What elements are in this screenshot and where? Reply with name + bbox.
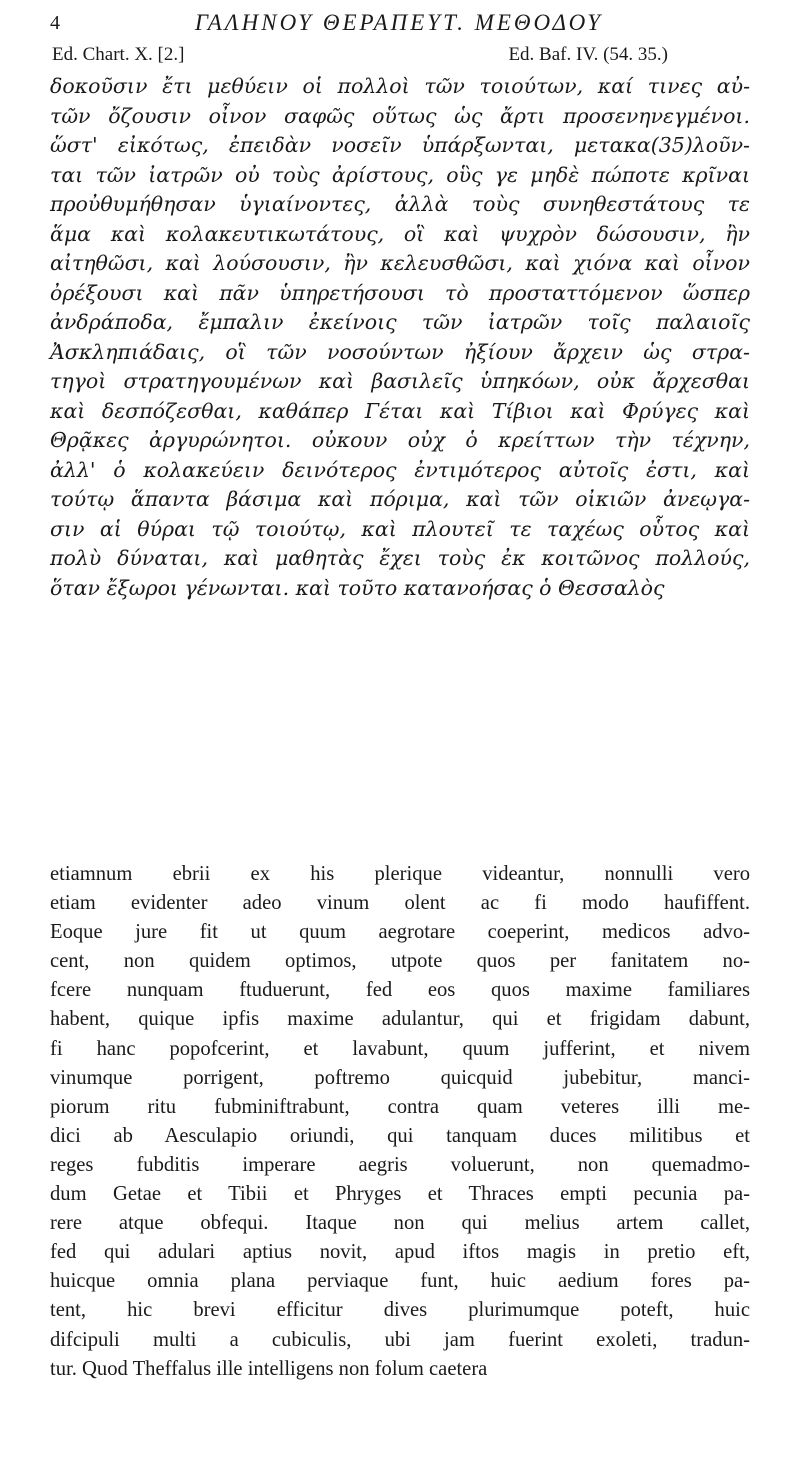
latin-text-block: [50, 860, 750, 1384]
latin-text-line: Eoque jure fit ut quum aegrotare coeperint, medicos advo-: [50, 921, 750, 944]
greek-text-line: αἰτηθῶσι, καὶ λούσουσιν, ἢν κελευσθῶσι, καὶ χιόνα καὶ οἶνον: [50, 251, 750, 275]
latin-text-line: dum Getae et Tibii et Phryges et Thraces empti pecunia pa-: [50, 1183, 750, 1206]
greek-text-line: ἀλλ' ὁ κολακεύειν δεινότερος ἐντιμότερος αὐτοῖς ἐστι, καὶ: [50, 457, 750, 482]
latin-text-line: fed qui adulari aptius novit, apud iftos magis in pretio eft,: [50, 1241, 750, 1264]
latin-text-line: piorum ritu fubminiftrabunt, contra quam veteres illi me-: [50, 1095, 750, 1118]
latin-text-line: etiam evidenter adeo vinum olent ac fi modo haufiffent.: [50, 892, 750, 915]
greek-text-line: ὅταν ἔξωροι γένωνται. καὶ τοῦτο κατανοήσας ὁ Θεσσαλὸς: [50, 575, 665, 600]
greek-text-line: τῶν ὄζουσιν οἶνον σαφῶς οὕτως ὡς ἄρτι προσενηνεγμένοι.: [50, 103, 750, 128]
page-header: [50, 6, 748, 40]
greek-text-line: πολὺ δύναται, καὶ μαθητὰς ἔχει τοὺς ἐκ κοιτῶνος πολλούς,: [50, 546, 750, 570]
greek-text-line: ὥστ' εἰκότως, ἐπειδὰν νοσεῖν ὑπάρξωνται, μετακα(35)λοῦν-: [50, 133, 750, 157]
greek-text-line: ἅμα καὶ κολακευτικωτάτους, οἳ καὶ ψυχρὸν δώσουσιν, ἢν: [50, 221, 750, 246]
edition-reference-chartier: Ed. Chart. X. [2.]: [52, 44, 185, 65]
latin-text-line: habent, quique ipfis maxime adulantur, qui et frigidam dabunt,: [50, 1008, 750, 1031]
latin-text-line: etiamnum ebrii ex his plerique videantur, nonnulli vero: [50, 863, 750, 885]
greek-text-line: τηγοὶ στρατηγουμένων καὶ βασιλεῖς ὑπηκόων, οὐκ ἄρχεσθαι: [50, 369, 750, 393]
latin-text-line: rere atque obfequi. Itaque non qui melius artem callet,: [50, 1212, 750, 1235]
latin-text-line: reges fubditis imperare aegris voluerunt, non quemadmo-: [50, 1153, 750, 1176]
greek-text-line: σιν αἱ θύραι τῷ τοιούτῳ, καὶ πλουτεῖ τε ταχέως οὗτος καὶ: [50, 516, 750, 541]
latin-text-line: fcere nunquam ftuduerunt, fed eos quos maxime familiares: [50, 979, 750, 1002]
greek-text-line: καὶ δεσπόζεσθαι, καθάπερ Γέται καὶ Τίβιοι καὶ Φρύγες καὶ: [50, 398, 750, 423]
latin-text-line: tur. Quod Theffalus ille intelligens non folum caetera: [50, 1357, 488, 1380]
latin-text-line: difcipuli multi a cubiculis, ubi jam fuerint exoleti, tradun-: [50, 1328, 750, 1351]
page-number: 4: [50, 11, 60, 34]
latin-text-line: fi hanc popofcerint, et lavabunt, quum jufferint, et nivem: [50, 1037, 750, 1060]
edition-reference-basel: Ed. Baf. IV. (54. 35.): [508, 44, 668, 65]
latin-text-line: tent, hic brevi efficitur dives plurimumque poteft, huic: [50, 1299, 750, 1322]
greek-text-line: προὐθυμήθησαν ὑγιαίνοντες, ἀλλὰ τοὺς συνηθεστάτους τε: [50, 192, 750, 216]
latin-text-line: huicque omnia plana perviaque funt, huic aedium fores pa-: [50, 1270, 750, 1293]
greek-text-line: ἀνδράποδα, ἔμπαλιν ἐκείνοις τῶν ἰατρῶν τοῖς παλαιοῖς: [50, 310, 750, 334]
greek-text-line: ται τῶν ἰατρῶν οὐ τοὺς ἀρίστους, οὓς γε μηδὲ πώποτε κρῖναι: [50, 162, 750, 187]
greek-text-line: τούτῳ ἅπαντα βάσιμα καὶ πόριμα, καὶ τῶν οἰκιῶν ἀνεῳγα-: [50, 487, 750, 511]
edition-references: [50, 44, 748, 70]
latin-text-line: dici ab Aesculapio oriundi, qui tanquam duces militibus et: [50, 1124, 750, 1147]
greek-text-line: Θρᾷκες ἀργυρώνητοι. οὐκουν οὐχ ὁ κρείττων τὴν τέχνην,: [50, 428, 750, 452]
greek-text-block: [50, 72, 750, 603]
greek-text-line: ὀρέξουσι καὶ πᾶν ὑπηρετήσουσι τὸ προσταττόμενον ὥσπερ: [50, 280, 750, 305]
latin-text-line: cent, non quidem optimos, utpote quos per fanitatem no-: [50, 950, 750, 973]
greek-text-line: Ἀσκληπιάδαις, οἳ τῶν νοσούντων ἠξίουν ἄρχειν ὡς στρα-: [50, 339, 750, 364]
running-title: ΓΑΛΗΝΟΥ ΘΕΡΑΠΕΥΤ. ΜΕΘΟΔΟΥ: [194, 10, 604, 35]
latin-text-line: vinumque porrigent, poftremo quicquid jubebitur, manci-: [50, 1066, 750, 1089]
greek-text-line: δοκοῦσιν ἔτι μεθύειν οἱ πολλοὶ τῶν τοιούτων, καί τινες αὐ-: [50, 74, 750, 98]
